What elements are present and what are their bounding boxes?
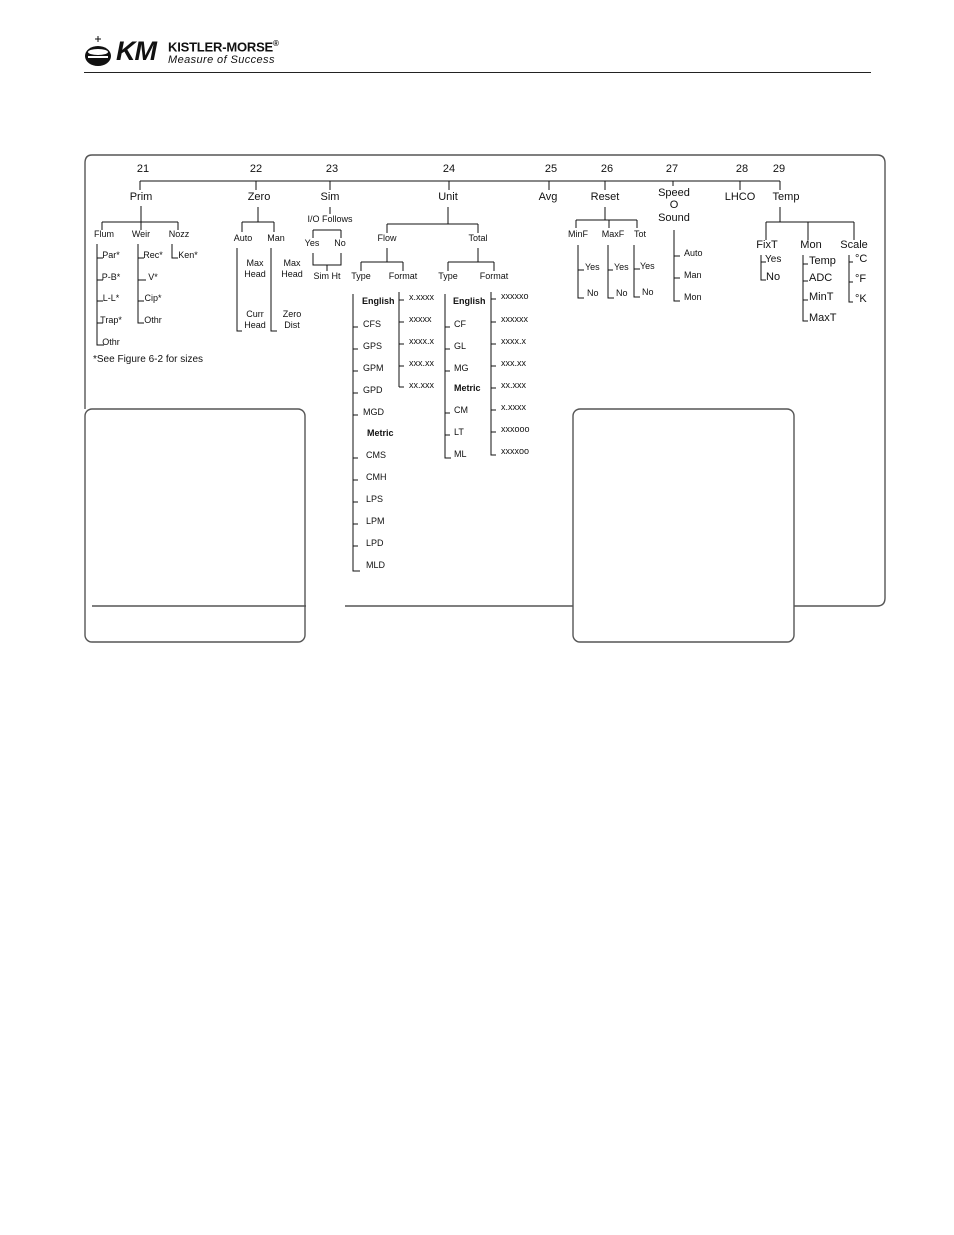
connector: [237, 248, 242, 331]
node-lhco: LHCO: [724, 191, 756, 203]
node-sf: °F: [855, 273, 867, 285]
node-ttype: Type: [438, 271, 458, 281]
node-tf7: xxxooo: [501, 424, 530, 434]
tree-labels: [93, 163, 868, 570]
node-ff5: xx.xxx: [409, 380, 435, 390]
node-ff3: xxxx.x: [409, 336, 435, 346]
connector: [313, 253, 341, 265]
node-cm: CM: [454, 405, 468, 415]
node-tf4: xxx.xx: [501, 358, 527, 368]
node-n28: 28: [735, 163, 749, 175]
node-mmint: MinT: [809, 291, 834, 303]
node-zerodist2: Dist: [284, 320, 300, 330]
node-fe: English: [362, 296, 395, 306]
node-currhead2: Head: [244, 320, 266, 330]
node-te: English: [453, 296, 486, 306]
connector: [271, 248, 277, 331]
node-iofollows: I/O Follows: [307, 214, 353, 224]
connector: [803, 255, 808, 321]
node-prim: Prim: [129, 191, 153, 203]
node-ml: ML: [454, 449, 467, 459]
node-currhead1: Curr: [246, 309, 264, 319]
node-avg: Avg: [538, 191, 558, 203]
node-fm: Metric: [367, 428, 394, 438]
connector: [674, 230, 680, 301]
node-sk: °K: [855, 293, 867, 305]
node-sauto: Auto: [684, 248, 703, 258]
node-ff4: xxx.xx: [409, 358, 435, 368]
node-simht: Sim Ht: [313, 271, 341, 281]
node-lt: LT: [454, 427, 464, 437]
node-tf8: xxxxoo: [501, 446, 530, 456]
node-rno3: No: [642, 287, 654, 297]
node-n27: 27: [665, 163, 679, 175]
node-fixt: FixT: [756, 239, 778, 251]
node-maxhead1a: Max: [246, 258, 264, 268]
node-ff1: x.xxxx: [409, 292, 435, 302]
node-rno2: No: [616, 288, 628, 298]
node-n26: 26: [600, 163, 614, 175]
node-tot: Tot: [633, 229, 647, 239]
node-auto1: Auto: [233, 233, 253, 243]
node-mg: MG: [454, 363, 469, 373]
node-ken: Ken*: [178, 250, 198, 260]
node-gpm: GPM: [363, 363, 384, 373]
node-cmh: CMH: [366, 472, 387, 482]
node-gps: GPS: [363, 341, 383, 351]
node-ryes2: Yes: [614, 262, 629, 272]
node-tf6: x.xxxx: [501, 402, 527, 412]
node-lpm: LPM: [366, 516, 385, 526]
node-cf: CF: [454, 319, 466, 329]
connector: [634, 245, 640, 297]
node-madc: ADC: [809, 272, 833, 284]
connector: [172, 244, 178, 258]
connector: [353, 294, 360, 571]
node-cms: CMS: [366, 450, 386, 460]
node-mmaxt: MaxT: [809, 312, 837, 324]
node-cfs: CFS: [363, 319, 381, 329]
node-speed1: Speed: [658, 187, 690, 199]
node-tf2: xxxxxx: [501, 314, 528, 324]
node-speed2: O: [669, 199, 679, 211]
node-maxf: MaxF: [601, 229, 625, 239]
node-n29: 29: [772, 163, 786, 175]
node-maxhead1b: Head: [244, 269, 266, 279]
node-tm: Metric: [454, 383, 481, 393]
diagram-frames: [85, 155, 885, 642]
company-tagline: Measure of Success: [168, 54, 275, 66]
node-total: Total: [468, 233, 488, 243]
node-speed3: Sound: [658, 212, 690, 224]
node-ff2: xxxxx: [409, 314, 432, 324]
node-gpd: GPD: [363, 385, 383, 395]
node-lpd: LPD: [366, 538, 384, 548]
right-panel: [573, 409, 794, 642]
node-lps: LPS: [366, 494, 384, 504]
node-n24: 24: [442, 163, 456, 175]
node-n21: 21: [136, 163, 150, 175]
node-mtemp: Temp: [809, 255, 836, 267]
node-flum: Flum: [94, 229, 114, 239]
node-sc: °C: [855, 253, 868, 265]
connector: [491, 292, 496, 455]
node-nozz: Nozz: [168, 229, 190, 239]
node-unit: Unit: [438, 191, 458, 203]
node-rno1: No: [587, 288, 599, 298]
node-simyes: Yes: [304, 238, 320, 248]
node-man1: Man: [267, 233, 285, 243]
node-maxhead2a: Max: [283, 258, 301, 268]
node-zerodist1: Zero: [282, 309, 302, 319]
node-minf: MinF: [568, 229, 588, 239]
node-tmon: Mon: [800, 239, 822, 251]
node-sman: Man: [684, 270, 702, 280]
node-tformat: Format: [479, 271, 509, 281]
node-note: *See Figure 6-2 for sizes: [93, 354, 204, 365]
node-mld: MLD: [366, 560, 386, 570]
node-fformat: Format: [388, 271, 418, 281]
node-tf5: xx.xxx: [501, 380, 527, 390]
node-zero: Zero: [247, 191, 271, 203]
node-n22: 22: [249, 163, 263, 175]
node-par: Par*: [102, 250, 120, 260]
node-ryes1: Yes: [585, 262, 600, 272]
node-rec: Rec*: [143, 250, 163, 260]
logo-km: KM: [116, 36, 156, 66]
node-maxhead2b: Head: [281, 269, 303, 279]
node-tf3: xxxx.x: [501, 336, 527, 346]
company-name-text: KISTLER-MORSE: [168, 39, 274, 55]
node-weir: Weir: [131, 229, 151, 239]
node-fno: No: [766, 271, 781, 283]
node-cip: Cip*: [144, 293, 162, 303]
node-trap: Trap*: [100, 315, 122, 325]
node-ryes3: Yes: [640, 261, 655, 271]
node-gl: GL: [454, 341, 467, 351]
node-smon: Mon: [684, 292, 702, 302]
node-fyes: Yes: [765, 254, 782, 265]
node-v: V*: [148, 272, 158, 282]
node-tf1: xxxxxo: [501, 291, 529, 301]
left-panel: [85, 409, 305, 642]
node-reset: Reset: [590, 191, 620, 203]
node-ftype: Type: [351, 271, 371, 281]
node-temp: Temp: [772, 191, 800, 203]
registered-mark: ®: [273, 39, 279, 48]
node-n25: 25: [544, 163, 558, 175]
node-ll: L-L*: [102, 293, 120, 303]
node-simno: No: [334, 238, 346, 248]
main-frame-left: [85, 155, 92, 409]
node-pb: P-B*: [101, 272, 121, 282]
node-n23: 23: [325, 163, 339, 175]
node-sim: Sim: [320, 191, 340, 203]
node-mgd: MGD: [363, 407, 384, 417]
node-othr1: Othr: [102, 337, 120, 347]
connector: [445, 294, 451, 458]
node-flow: Flow: [377, 233, 397, 243]
node-othr2: Othr: [144, 315, 162, 325]
connector: [578, 245, 584, 298]
node-scale: Scale: [840, 239, 868, 251]
